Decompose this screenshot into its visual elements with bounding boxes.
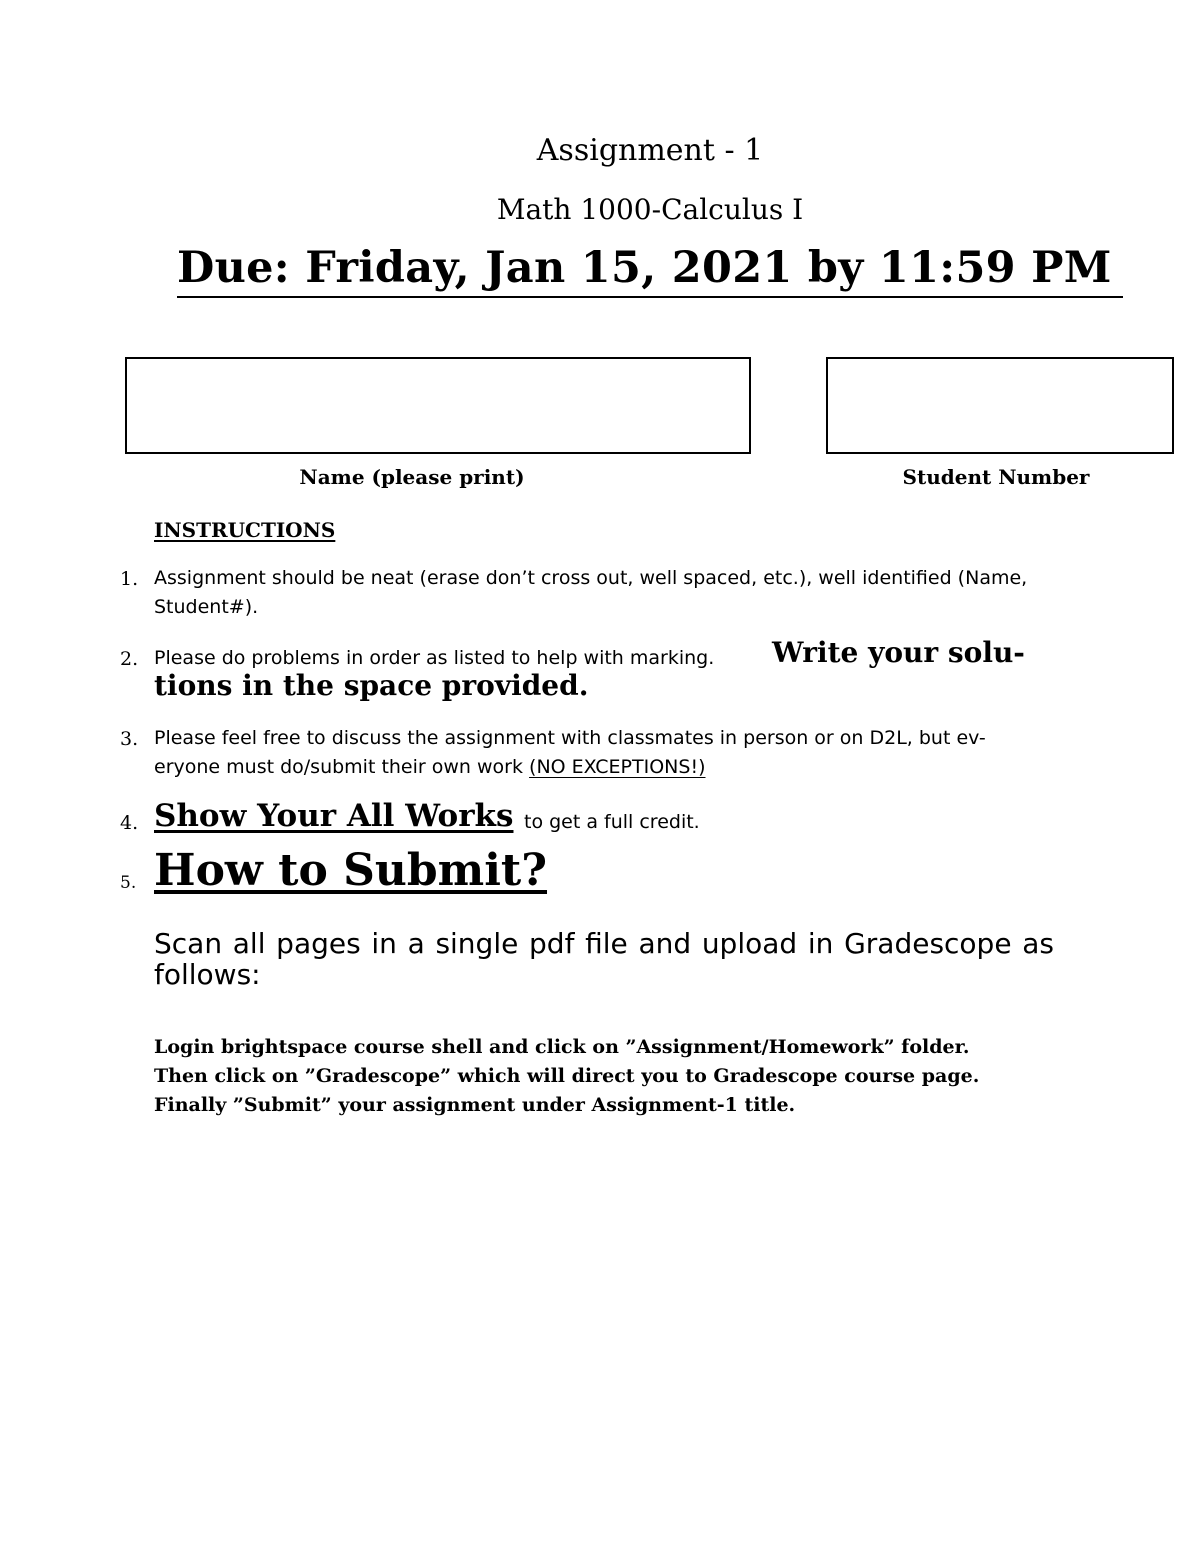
student-number-field-box[interactable] [826,357,1174,454]
item-1-text: Assignment should be neat (erase don’t cross out, well spaced, etc.), well identified (Name, Student#). [154,567,1028,618]
item-4-number: 4. [120,812,139,834]
due-date: Due: Friday, Jan 15, 2021 by 11:59 PM [177,243,1112,293]
name-field-box[interactable] [125,357,751,454]
item-1-number: 1. [120,568,139,590]
item-3-text-line2: eryone must do/submit their own work [154,756,523,778]
submission-step: Finally ”Submit” your assignment under Assignment-1 title. [154,1094,796,1116]
item-2-number: 2. [120,648,139,670]
item-3-text-cont [154,753,706,782]
item-3-number: 3. [120,728,139,750]
name-field-label: Name (please print) [299,465,525,489]
due-underline [177,296,1123,298]
item-3-text: Please feel free to discuss the assignment with classmates in person or on D2L, but ev- [154,727,986,749]
instructions-heading: INSTRUCTIONS [154,518,336,542]
no-exceptions-note: (NO EXCEPTIONS!) [529,756,706,778]
course-title: Math 1000-Calculus I [496,193,804,226]
submission-step: Then click on ”Gradescope” which will direct you to Gradescope course page. [154,1065,980,1087]
submission-step: Login brightspace course shell and click on ”Assignment/Homework” folder. [154,1036,970,1058]
assignment-title: Assignment - 1 [536,133,764,168]
scan-instructions: Scan all pages in a single pdf file and upload in Gradescope as follows: [154,927,1054,991]
item-5-number: 5. [120,873,137,893]
submission-steps [154,1033,1054,1120]
item-2-text: Please do problems in order as listed to help with marking. [154,647,715,669]
item-4-text: to get a full credit. [524,811,700,833]
student-number-field-label: Student Number [902,465,1090,489]
show-work-heading: Show Your All Works [154,798,514,834]
item-2-emphasis-line1: Write your solu- [772,636,1025,669]
item-2-emphasis-line2: tions in the space provided. [154,669,589,702]
how-to-submit-heading: How to Submit? [154,845,548,896]
